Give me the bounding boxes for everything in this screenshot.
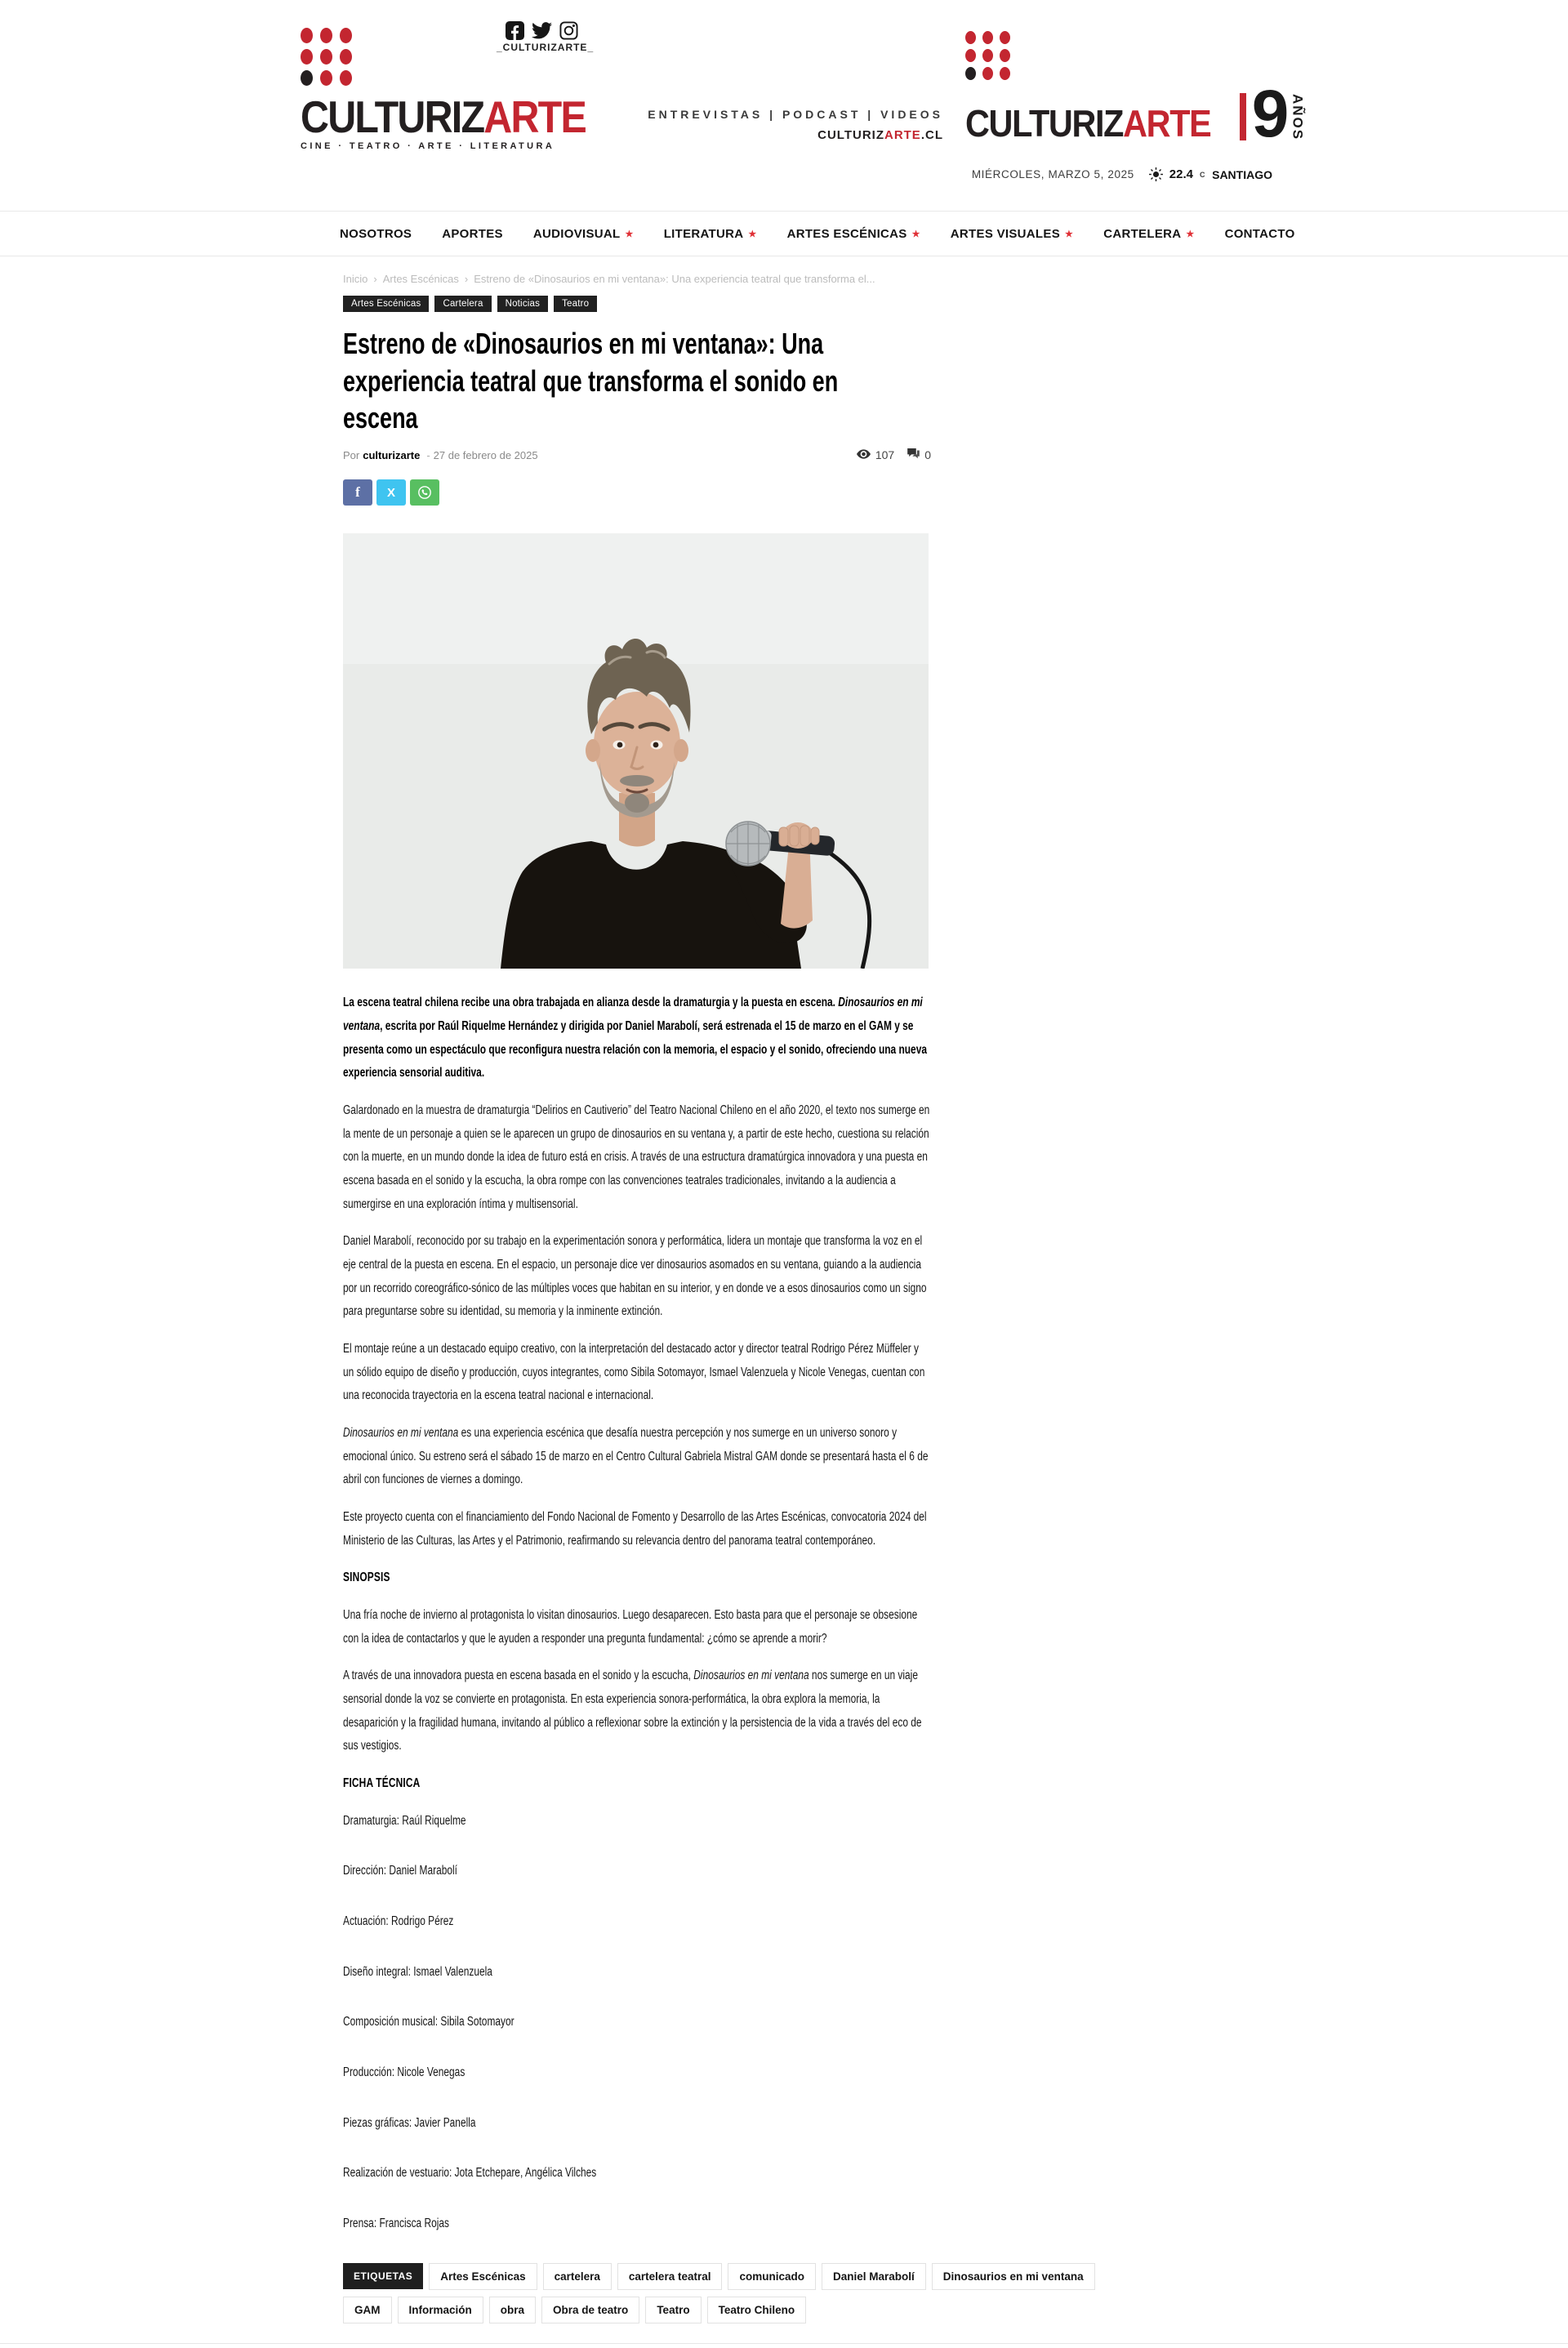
featured-star-icon: ★: [748, 229, 757, 239]
paragraph: Una fría noche de invierno al protagonista lo visitan dinosaurios. Luego desaparecen. Esto basta para que el personaje se obsesione con la idea de contactarlos y que le ayuden a responder una pregunta fundamental: ¿cómo se aprende a morir?: [343, 1607, 918, 1646]
anniversary-bar: [1240, 93, 1246, 140]
paragraph: Dinosaurios en mi ventana es una experiencia escénica que desafía nuestra percepción y nos sumerge en un universo sonoro y emocional único. Su estreno será el sábado 15 de marzo en el Centro Cultural Gabriela Mistral GAM donde se presentará hasta el 6 de abril con funciones de viernes a domingo.: [343, 1425, 929, 1487]
publish-date: 27 de febrero de 2025: [433, 448, 538, 461]
breadcrumb-separator: ›: [373, 273, 377, 285]
header-sections-link[interactable]: ENTREVISTAS | PODCAST | VIDEOS: [648, 108, 943, 121]
comment-icon: [907, 448, 920, 461]
tag-chip[interactable]: Dinosaurios en mi ventana: [932, 2263, 1095, 2290]
tag-chip[interactable]: Artes Escénicas: [429, 2263, 537, 2290]
anniversary-logo: [965, 31, 1306, 151]
tag-chip[interactable]: obra: [489, 2297, 536, 2323]
article-meta: [343, 448, 931, 461]
nav-item-cartelera[interactable]: CARTELERA ★: [1103, 226, 1195, 241]
social-handle[interactable]: _CULTURIZARTE_: [497, 42, 595, 53]
tag-chip[interactable]: cartelera teatral: [617, 2263, 723, 2290]
comments-count[interactable]: 0: [907, 448, 931, 461]
breadcrumb: [343, 273, 931, 285]
main-content: [294, 256, 1274, 2323]
byline: Por culturizarte - 27 de febrero de 2025: [343, 448, 538, 461]
credit-line: Prensa: Francisca Rojas: [343, 2217, 450, 2231]
tag-chip[interactable]: Teatro: [645, 2297, 701, 2323]
tags-section: [343, 2263, 1111, 2323]
whatsapp-icon: [416, 484, 433, 501]
anniversary-wordmark: CULTURIZARTE: [965, 101, 1211, 145]
credit-line: Diseño integral: Ismael Valenzuela: [343, 1964, 492, 1979]
lead-paragraph: La escena teatral chilena recibe una obra trabajada en alianza desde la dramaturgia y la puesta en escena. Dinosaurios en mi ventana, escrita por Raúl Riquelme Hernández y dirigida por Daniel Marabolí, será estrenada el 15 de marzo en el GAM y se presenta como un espectáculo que reconfigura nuestra relación con la memoria, el espacio y el sonido, ofreciendo una nueva experiencia sensorial auditiva.: [343, 996, 927, 1080]
category-badge-artes-escenicas[interactable]: Artes Escénicas: [343, 296, 429, 312]
nav-item-artes-visuales[interactable]: ARTES VISUALES ★: [950, 226, 1074, 241]
credit-line: Realización de vestuario: Jota Etchepare, Angélica Vilches: [343, 2166, 597, 2181]
nav-item-audiovisual[interactable]: AUDIOVISUAL ★: [532, 226, 634, 241]
article-photo: [343, 533, 929, 969]
credit-line: Composición musical: Sibila Sotomayor: [343, 2015, 514, 2029]
nav-item-artes-escenicas[interactable]: ARTES ESCÉNICAS ★: [786, 226, 920, 241]
share-facebook-button[interactable]: f: [343, 479, 372, 506]
category-badge-teatro[interactable]: Teatro: [554, 296, 597, 312]
credit-line: Dirección: Daniel Marabolí: [343, 1864, 457, 1878]
current-date: MIÉRCOLES, MARZO 5, 2025: [971, 168, 1134, 180]
article-title: Estreno de «Dinosaurios en mi ventana»: Una experiencia teatral que transforma el sonido en escena: [343, 327, 839, 435]
weather-city: SANTIAGO: [1212, 167, 1272, 181]
featured-star-icon: ★: [625, 229, 634, 239]
header-social-block: [497, 21, 595, 55]
breadcrumb-home[interactable]: Inicio: [343, 273, 368, 285]
tag-chip[interactable]: GAM: [343, 2297, 392, 2323]
tag-chip[interactable]: cartelera: [543, 2263, 612, 2290]
category-badge-noticias[interactable]: Noticias: [497, 296, 549, 312]
logo-wordmark: CULTURIZARTE: [301, 91, 586, 142]
breadcrumb-section[interactable]: Artes Escénicas: [382, 273, 459, 285]
nav-item-nosotros[interactable]: NOSOTROS: [340, 226, 412, 241]
credit-line: Piezas gráficas: Javier Panella: [343, 2115, 476, 2130]
credit-line: Producción: Nicole Venegas: [343, 2065, 466, 2079]
featured-star-icon: ★: [911, 229, 920, 239]
sun-icon: [1149, 167, 1163, 181]
credit-line: Actuación: Rodrigo Pérez: [343, 1914, 454, 1928]
tag-chip[interactable]: comunicado: [728, 2263, 816, 2290]
nav-item-literatura[interactable]: LITERATURA ★: [663, 226, 757, 241]
author-link[interactable]: culturizarte: [363, 448, 421, 461]
paragraph: Daniel Marabolí, reconocido por su trabajo en la experimentación sonora y performática, lidera un montaje que transforma la voz en el eje central de la puesta en escena. En el espacio, un personaje dice ver dinosaurios asomados en su ventana, guiando a la audiencia por un recorrido coreográfico-sónico de las múltiples voces que habitan en su interior, y en donde ve a esos dinosaurios como un signo para preguntarse sobre su identidad, su memoria y la inminente extinción.: [343, 1234, 927, 1319]
paragraph: Este proyecto cuenta con el financiamiento del Fondo Nacional de Fomento y Desarrollo de las Artes Escénicas, convocatoria 2024 del Ministerio de las Culturas, las Artes y el Patrimonio, reafirmando su relevancia dentro del panorama teatral contemporáneo.: [343, 1509, 927, 1548]
tag-chip[interactable]: Obra de teatro: [541, 2297, 639, 2323]
category-badge-cartelera[interactable]: Cartelera: [434, 296, 491, 312]
featured-star-icon: ★: [1065, 229, 1074, 239]
paragraph: El montaje reúne a un destacado equipo creativo, con la interpretación del destacado actor y director teatral Rodrigo Pérez Müffeler y un sólido equipo de diseño y producción, cuyos integrantes, como Sibila Sotomayor, Ismael Valenzuela y Nicole Venegas, cuentan con una reconocida trayectoria en la escena teatral nacional e internacional.: [343, 1341, 925, 1403]
paragraph: A través de una innovadora puesta en escena basada en el sonido y la escucha, Dinosaurios en mi ventana nos sumerge en un viaje sensorial donde la voz se convierte en protagonista. En esta experiencia sonora-performática, la obra explora la memoria, la desaparición y la fragilidad humana, invitando al público a reflexionar sobre la extinción y la persistencia de la vida a través del eco de sus vestigios.: [343, 1669, 922, 1753]
tag-chip[interactable]: Teatro Chileno: [707, 2297, 807, 2323]
credit-line: Dramaturgia: Raúl Riquelme: [343, 1813, 466, 1828]
anniversary-label: AÑOS: [1290, 93, 1306, 140]
share-whatsapp-button[interactable]: [410, 479, 439, 506]
facebook-icon[interactable]: [506, 21, 524, 40]
article-body: [343, 991, 931, 2236]
header-links-block: [564, 108, 943, 142]
breadcrumb-current: Estreno de «Dinosaurios en mi ventana»: Una experiencia teatral que transforma el...: [474, 273, 875, 285]
tags-label: ETIQUETAS: [343, 2263, 423, 2289]
date-weather-bar: [972, 167, 1272, 181]
temperature-value: 22.4: [1169, 167, 1193, 181]
category-badges: [343, 296, 1274, 312]
bottom-divider: [0, 2343, 1568, 2348]
site-url[interactable]: CULTURIZARTE.CL: [817, 128, 943, 142]
share-x-button[interactable]: X: [376, 479, 406, 506]
paragraph: Galardonado en la muestra de dramaturgia “Delirios en Cautiverio” del Teatro Nacional Chileno en el año 2020, el texto nos sumerge en la mente de un personaje a quien se le aparecen un grupo de dinosaurios en su ventana y, a partir de este hecho, cuestiona su relación con la muerte, en un mundo donde la idea de futuro está en crisis. A través de una estructura dramatúrgica innovadora y una puesta en escena basada en el sonido y la escucha, la obra rompe con las convenciones teatrales tradicionales, invitando a la audiencia a sumergirse en una exploración íntima y multisensorial.: [343, 1103, 930, 1211]
tag-chip[interactable]: Información: [398, 2297, 483, 2323]
breadcrumb-separator: ›: [464, 273, 469, 285]
tag-chip[interactable]: Daniel Marabolí: [822, 2263, 926, 2290]
featured-star-icon: ★: [1186, 229, 1195, 239]
logo-tagline: CINE · TEATRO · ARTE · LITERATURA: [301, 141, 555, 151]
temperature-unit: C: [1200, 170, 1206, 179]
instagram-icon[interactable]: [559, 21, 578, 40]
site-header: [0, 0, 1568, 211]
views-count: 107: [857, 448, 894, 461]
anniversary-number: 9: [1251, 77, 1290, 151]
eye-icon: [857, 448, 871, 461]
main-nav: [0, 211, 1568, 256]
twitter-icon[interactable]: [532, 21, 552, 40]
nav-item-aportes[interactable]: APORTES: [442, 226, 503, 241]
nav-item-contacto[interactable]: CONTACTO: [1224, 226, 1295, 241]
ficha-tecnica-heading: FICHA TÉCNICA: [343, 1775, 421, 1790]
share-buttons: [343, 479, 1274, 506]
sinopsis-heading: SINOPSIS: [343, 1571, 390, 1585]
